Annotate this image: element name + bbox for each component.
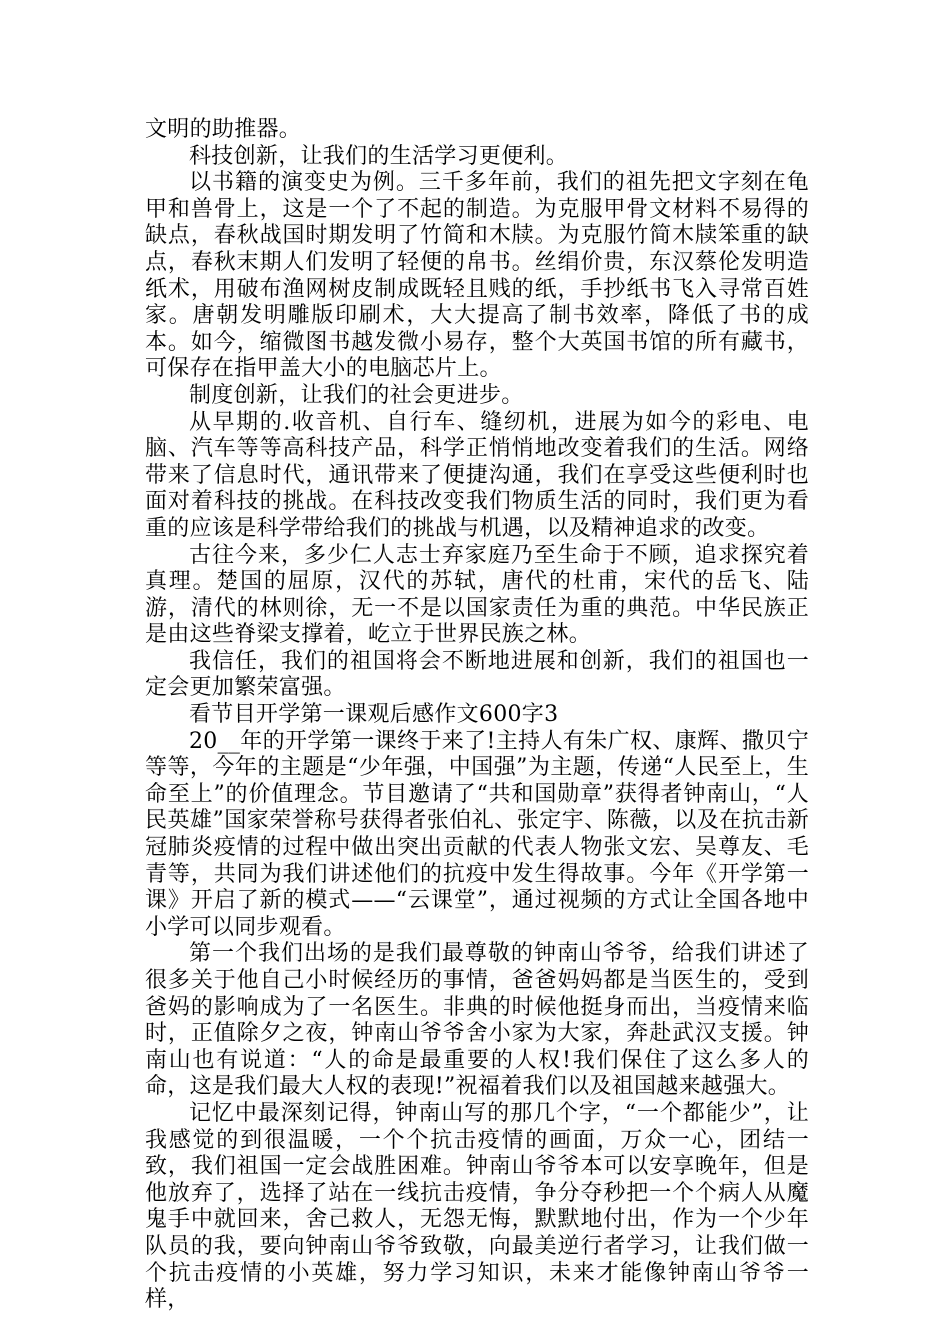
paragraph: 我信任，我们的祖国将会不断地进展和创新，我们的祖国也一定会更加繁荣富强。: [145, 648, 809, 701]
paragraph: 20__年的开学第一课终于来了!主持人有朱广权、康辉、撒贝宁等等，今年的主题是“少年强，中国强”为主题，传递“人民至上，生命至上”的价值理念。节目邀请了“共和国勋章”获得者钟南山，“人民英雄”国家荣誉称号获得者张伯礼、张定宇、陈薇，以及在抗击新冠肺炎疫情的过程中做出突出贡献的代表人物张文宏、吴尊友、毛青等，共同为我们讲述他们的抗疫中发生得故事。今年《开学第一课》开启了新的模式——“云课堂”，通过视频的方式让全国各地中小学可以同步观看。: [145, 728, 809, 940]
paragraph: 第一个我们出场的是我们最尊敬的钟南山爷爷，给我们讲述了很多关于他自己小时候经历的事情，爸爸妈妈都是当医生的，受到爸妈的影响成为了一名医生。非典的时候他挺身而出，当疫情来临时，正值除夕之夜，钟南山爷爷舍小家为大家，奔赴武汉支援。钟南山也有说道：“人的命是最重要的人权!我们保住了这么多人的命，这是我们最大人权的表现!”祝福着我们以及祖国越来越强大。: [145, 941, 809, 1100]
document-page: [145, 117, 809, 1314]
paragraph: 记忆中最深刻记得，钟南山写的那几个字，“一个都能少”，让我感觉的到很温暖，一个个抗击疫情的画面，万众一心，团结一致，我们祖国一定会战胜困难。钟南山爷爷本可以安享晚年，但是他放弃了，选择了站在一线抗击疫情，争分夺秒把一个个病人从魔鬼手中就回来，舍己救人，无怨无悔，默默地付出，作为一个少年队员的我，要向钟南山爷爷致敬，向最美逆行者学习，让我们做一个抗击疫情的小英雄，努力学习知识，未来才能像钟南山爷爷一样，: [145, 1100, 809, 1313]
paragraph: 以书籍的演变史为例。三千多年前，我们的祖先把文字刻在龟甲和兽骨上，这是一个了不起的制造。为克服甲骨文材料不易得的缺点，春秋战国时期发明了竹简和木牍。为克服竹简木牍笨重的缺点，春秋末期人们发明了轻便的帛书。丝绢价贵，东汉蔡伦发明造纸术，用破布渔网树皮制成既轻且贱的纸，手抄纸书飞入寻常百姓家。唐朝发明雕版印刷术，大大提高了制书效率，降低了书的成本。如今，缩微图书越发微小易存，整个大英国书馆的所有藏书，可保存在指甲盖大小的电脑芯片上。: [145, 170, 809, 382]
paragraph: 制度创新，让我们的社会更进步。: [189, 382, 524, 408]
section-title: 看节目开学第一课观后感作文600字3: [189, 702, 559, 728]
paragraph: 文明的助推器。: [145, 117, 302, 142]
paragraph: 从早期的.收音机、自行车、缝纫机，进展为如今的彩电、电脑、汽车等等高科技产品，科学正悄悄地改变着我们的生活。网络带来了信息时代，通讯带来了便捷沟通，我们在享受这些便利时也面对着科技的挑战。在科技改变我们物质生活的同时，我们更为看重的应该是科学带给我们的挑战与机遇，以及精神追求的改变。: [145, 409, 809, 541]
paragraph: 科技创新，让我们的生活学习更便利。: [189, 143, 569, 169]
paragraph: 古往今来，多少仁人志士弃家庭乃至生命于不顾，追求探究着真理。楚国的屈原，汉代的苏轼，唐代的杜甫，宋代的岳飞、陆游，清代的林则徐，无一不是以国家责任为重的典范。中华民族正是由这些脊梁支撑着，屹立于世界民族之林。: [145, 542, 809, 648]
